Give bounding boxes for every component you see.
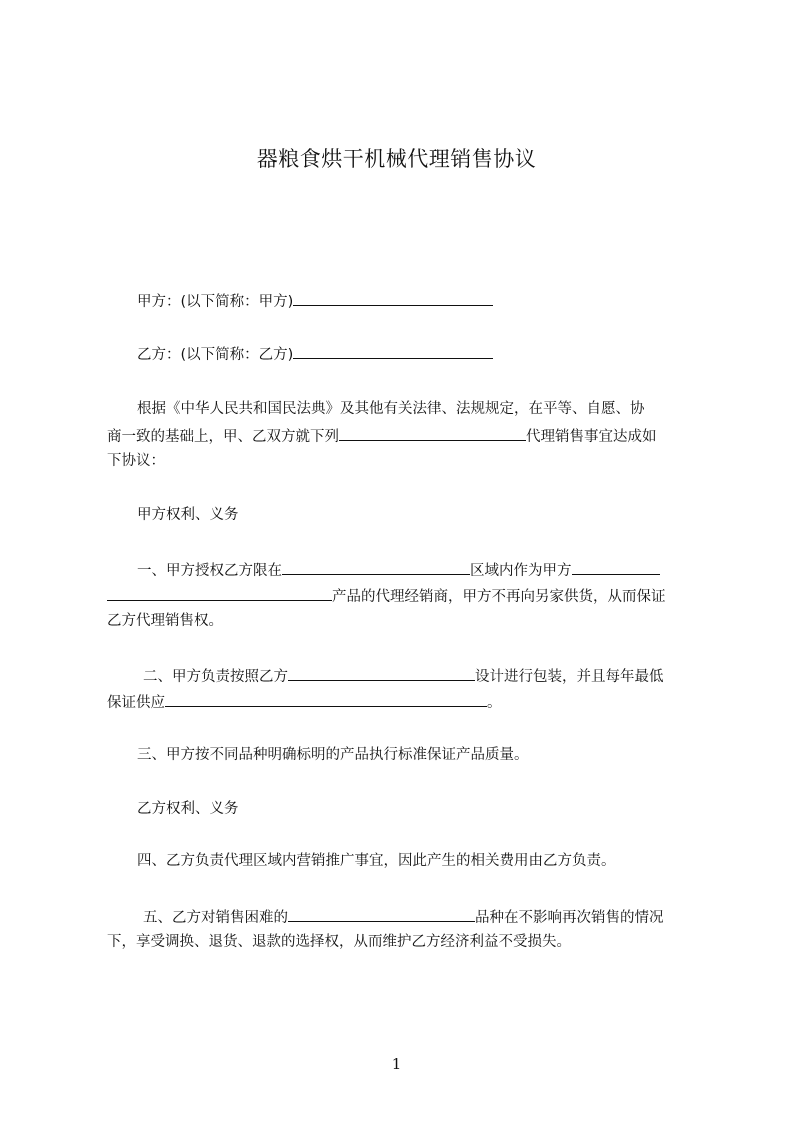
preamble-text-2: 代理销售事宜达成如 [526,429,657,445]
clause-5-line-2: 下，享受调换、退货、退款的选择权，从而维护乙方经济利益不受损失。 [107,934,571,950]
clause-2-line-1 [143,665,664,687]
clause-1-product-blank-a[interactable] [572,559,660,575]
clause-5-line-1 [143,906,664,928]
party-a-line [137,290,493,312]
preamble-blank[interactable] [339,425,526,441]
clause-1-region-blank[interactable] [282,559,470,575]
page-number: 1 [391,1055,402,1073]
clause-2-text-4: 。 [487,695,502,711]
clause-4: 四、乙方负责代理区域内营销推广事宜，因此产生的相关费用由乙方负责。 [137,853,616,869]
clause-1-text-2: 区域内作为甲方 [470,563,572,579]
party-b-line [137,343,493,365]
clause-2-supply-blank[interactable] [165,691,487,707]
section-b-heading: 乙方权利、义务 [137,801,239,817]
clause-1-line-3: 乙方代理销售权。 [107,613,223,629]
clause-2-text-1: 二、甲方负责按照乙方 [143,669,288,685]
document-title: 器粮食烘干机械代理销售协议 [256,147,537,171]
clause-2-text-3: 保证供应 [107,695,165,711]
party-a-label: 甲方：(以下简称：甲方) [137,294,294,310]
clause-2-text-2: 设计进行包装，并且每年最低 [475,669,664,685]
clause-1-line-1 [137,559,660,581]
clause-1-product-blank-b[interactable] [107,585,332,601]
clause-5-variety-blank[interactable] [288,906,475,922]
clause-1-text-1: 一、甲方授权乙方限在 [137,563,282,579]
clause-1-line-2 [107,585,666,607]
preamble-line-2 [107,425,657,447]
clause-2-design-blank[interactable] [288,665,475,681]
party-b-blank[interactable] [293,343,493,359]
section-a-heading: 甲方权利、义务 [137,507,239,523]
clause-1-text-3: 产品的代理经销商，甲方不再向另家供货，从而保证 [332,589,666,605]
preamble-text-1b: 商一致的基础上，甲、乙双方就下列 [107,429,339,445]
clause-5-text-1: 五、乙方对销售困难的 [143,910,288,926]
party-b-label: 乙方：(以下简称：乙方) [137,347,294,363]
party-a-blank[interactable] [293,290,493,306]
clause-3: 三、甲方按不同品种明确标明的产品执行标准保证产品质量。 [137,747,529,763]
clause-5-text-2: 品种在不影响再次销售的情况 [475,910,664,926]
clause-2-line-2 [107,691,502,713]
preamble-line-3: 下协议： [107,453,165,469]
preamble-line-1: 根据《中华人民共和国民法典》及其他有关法律、法规规定，在平等、自愿、协 [137,401,645,417]
